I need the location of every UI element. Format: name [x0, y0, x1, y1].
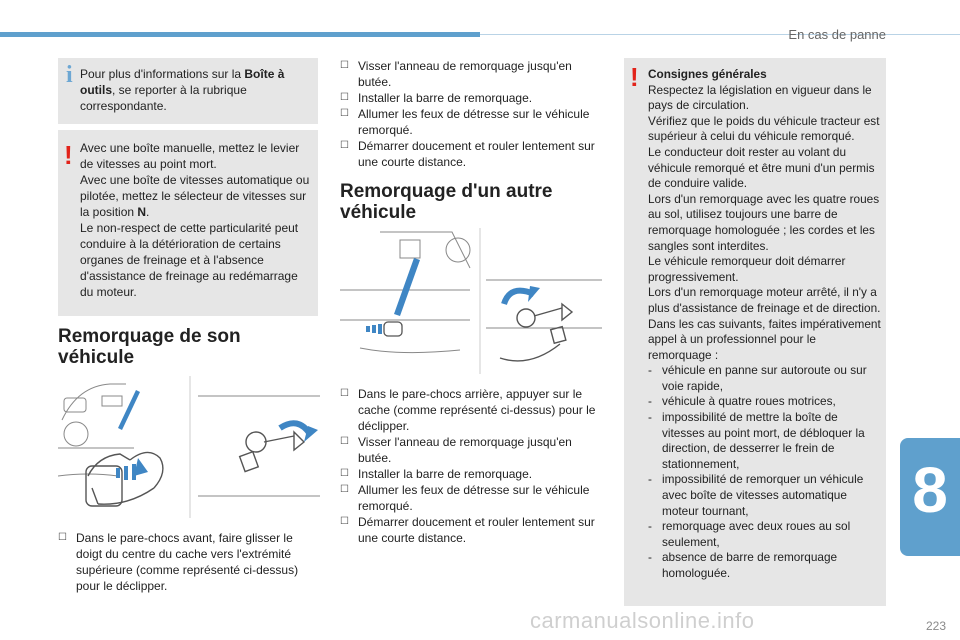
list-item — [340, 106, 602, 138]
paragraph: Le véhicule remorqueur doit démarrer progressivement. — [648, 254, 846, 284]
list-item — [340, 138, 602, 170]
general-instructions-title: Consignes générales — [648, 67, 767, 81]
tow-eye-drawing — [500, 304, 572, 361]
press-indicator-icon — [366, 324, 382, 334]
warning-box-text — [80, 140, 312, 300]
page-number: 223 — [925, 619, 946, 633]
list-item: - véhicule en panne sur autoroute ou sur voie rapide, — [648, 363, 882, 394]
step-text: Démarrer doucement et rouler lentement sur une courte distance. — [358, 139, 595, 169]
warning-line-2-end: . — [146, 205, 150, 219]
warning-icon: ! — [630, 62, 639, 92]
bullet-icon: ☐ — [340, 140, 349, 151]
paragraph: Lors d'un remorquage moteur arrêté, il n'y a plus d'assistance de freinage et de direction. — [648, 285, 881, 315]
rotate-arrowhead-icon — [528, 286, 540, 302]
warning-line-1: Avec une boîte manuelle, mettez le levier de vitesses au point mort. — [80, 141, 300, 171]
heading-own-vehicle: Remorquage de son véhicule — [58, 326, 241, 368]
list-item — [340, 90, 602, 106]
list-item — [340, 514, 602, 546]
press-arrow-icon — [394, 258, 420, 316]
info-box-text — [80, 66, 308, 114]
tow-eye-drawing — [240, 432, 304, 472]
warning-icon: ! — [64, 140, 73, 170]
warning-line-2-text: Avec une boîte de vitesses automatique ou pilotée, mettez le sélecteur de vitesses sur la position — [80, 173, 310, 219]
watermark: carmanualsonline.info — [530, 608, 755, 633]
step-text: Allumer les feux de détresse sur le véhicule remorqué. — [358, 107, 590, 137]
step-text: Dans le pare-chocs avant, faire glisser le doigt du centre du cache vers l'extrémité supérieure (comme représenté ci-dessus) pour le déclipper. — [76, 531, 299, 593]
own-vehicle-steps — [58, 530, 308, 594]
step-text: Visser l'anneau de remorquage jusqu'en butée. — [358, 435, 572, 465]
list-item: - véhicule à quatre roues motrices, — [648, 394, 882, 410]
bullet-icon: ☐ — [340, 468, 349, 479]
tow-cover-drawing — [384, 322, 402, 336]
step-text: Démarrer doucement et rouler lentement sur une courte distance. — [358, 515, 595, 545]
step-text: Installer la barre de remorquage. — [358, 91, 533, 105]
warning-box-left — [58, 130, 318, 316]
heading-other-vehicle: Remorquage d'un autre véhicule — [340, 181, 553, 223]
paragraph: Respectez la législation en vigueur dans le pays de circulation. — [648, 82, 872, 113]
list-item: - remorquage avec deux roues au sol seulement, — [648, 519, 882, 550]
info-text-before: Pour plus d'informations sur la — [80, 67, 245, 81]
header-rule — [480, 34, 960, 35]
general-instructions-text — [648, 67, 882, 582]
bullet-icon: ☐ — [340, 516, 349, 527]
warning-line-3: Le non-respect de cette particularité peut conduire à la détérioration de certains organes de freinage et à l'absence d'assistance de freinage au redémarrage du moteur. — [80, 221, 299, 299]
chapter-number: 8 — [912, 454, 948, 526]
chapter-tab — [900, 438, 960, 556]
middle-top-steps — [340, 58, 602, 170]
info-box — [58, 58, 318, 124]
bullet-icon: ☐ — [340, 484, 349, 495]
bullet-icon: ☐ — [340, 436, 349, 447]
paragraph: Dans les cas suivants, faites impérativement appel à un professionnel pour le remorquage : — [648, 316, 881, 362]
warning-line-2 — [80, 172, 312, 220]
bullet-icon: ☐ — [340, 388, 349, 399]
list-item: - impossibilité de mettre la boîte de vitesses au point mort, de débloquer la direction, de desserrer le frein de stationnement, — [648, 410, 882, 472]
list-item — [340, 482, 602, 514]
bullet-icon: ☐ — [340, 108, 349, 119]
front-bumper-illustration — [58, 376, 320, 518]
step-text: Visser l'anneau de remorquage jusqu'en butée. — [358, 59, 572, 89]
rear-bumper-drawing — [340, 228, 602, 374]
front-bumper-drawing — [58, 376, 320, 518]
header-accent-bar — [0, 32, 480, 37]
list-item — [340, 466, 602, 482]
step-text: Dans le pare-chocs arrière, appuyer sur le cache (comme représenté ci-dessus) pour le déclipper. — [358, 387, 596, 433]
other-vehicle-steps — [340, 386, 602, 546]
warning-line-2-bold: N — [137, 205, 147, 219]
step-text: Installer la barre de remorquage. — [358, 467, 533, 481]
info-text-bold: Boîte à outils — [80, 67, 285, 97]
list-item — [340, 58, 602, 90]
bullet-icon: ☐ — [340, 60, 349, 71]
info-text-after: , se reporter à la rubrique correspondante. — [80, 83, 247, 113]
list-item — [340, 434, 602, 466]
list-item: - impossibilité de remorquer un véhicule avec boîte de vitesses automatique moteur tournant, — [648, 472, 882, 519]
list-item: - absence de barre de remorquage homologuée. — [648, 550, 882, 581]
bullet-icon: ☐ — [58, 532, 67, 543]
paragraph: Lors d'un remorquage avec les quatre roues au sol, utilisez toujours une barre de remorquage homologuée ; les cordes et les sangles sont interdites. — [648, 191, 880, 253]
paragraph: Le conducteur doit rester au volant du véhicule remorqué et être muni d'un permis de conduire valide. — [648, 144, 875, 191]
cases-list — [648, 363, 882, 581]
list-item — [58, 530, 308, 594]
info-icon: i — [66, 62, 73, 88]
step-text: Allumer les feux de détresse sur le véhicule remorqué. — [358, 483, 590, 513]
section-title: En cas de panne — [788, 27, 886, 42]
paragraph: Vérifiez que le poids du véhicule tracteur est supérieur à celui du véhicule remorqué. — [648, 113, 880, 144]
rear-bumper-illustration — [340, 228, 602, 374]
list-item — [340, 386, 602, 434]
bullet-icon: ☐ — [340, 92, 349, 103]
general-instructions-box — [624, 58, 886, 606]
